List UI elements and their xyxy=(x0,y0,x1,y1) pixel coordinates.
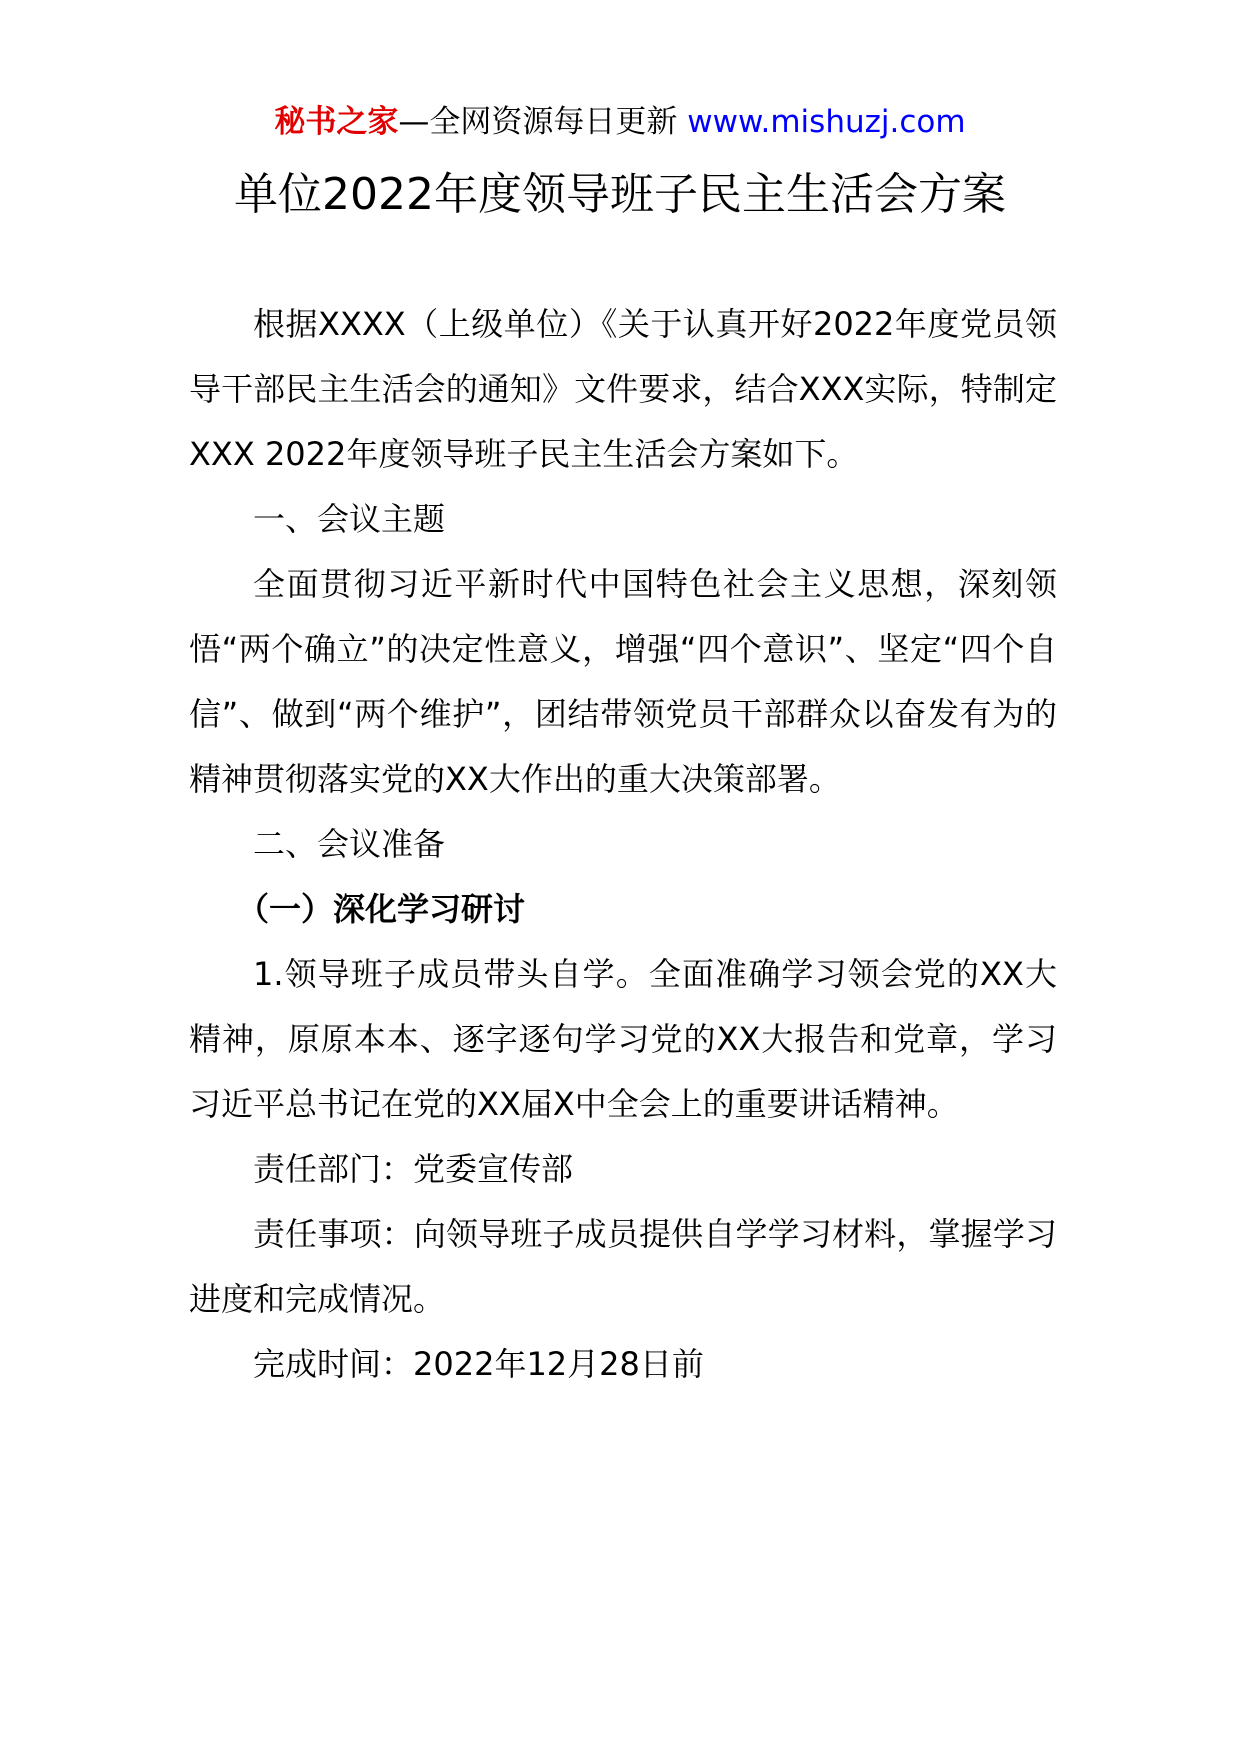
site-url-link[interactable]: www.mishuzj.com xyxy=(687,104,966,140)
document-body xyxy=(189,292,1057,1397)
section-heading-theme: 一、会议主题 xyxy=(253,500,446,538)
study-item-paragraph: 1.领导班子成员带头自学。全面准确学习领会党的XX大精神，原原本本、逐字逐句学习党的XX大报告和党章，学习习近平总书记在党的XX届X中全会上的重要讲话精神。 xyxy=(189,955,1057,1123)
site-tagline: —全网资源每日更新 xyxy=(398,104,688,140)
completion-time: 完成时间：2022年12月28日前 xyxy=(253,1345,704,1383)
section-heading-preparation: 二、会议准备 xyxy=(253,825,446,863)
subsection-heading-study: （一）深化学习研讨 xyxy=(237,890,526,928)
responsible-matters: 责任事项：向领导班子成员提供自学学习材料，掌握学习进度和完成情况。 xyxy=(189,1215,1057,1318)
theme-paragraph: 全面贯彻习近平新时代中国特色社会主义思想，深刻领悟“两个确立”的决定性意义，增强“四个意识”、坚定“四个自信”、做到“两个维护”，团结带领党员干部群众以奋发有为的精神贯彻落实党的XX大作出的重大决策部署。 xyxy=(189,565,1057,798)
intro-paragraph: 根据XXXX（上级单位）《关于认真开好2022年度党员领导干部民主生活会的通知》文件要求，结合XXX实际，特制定XXX 2022年度领导班子民主生活会方案如下。 xyxy=(189,305,1057,473)
responsible-department: 责任部门：党委宣传部 xyxy=(253,1150,574,1188)
brand-name: 秘书之家 xyxy=(274,104,399,140)
site-header xyxy=(0,102,1240,142)
document-title: 单位2022年度领导班子民主生活会方案 xyxy=(234,169,1006,220)
